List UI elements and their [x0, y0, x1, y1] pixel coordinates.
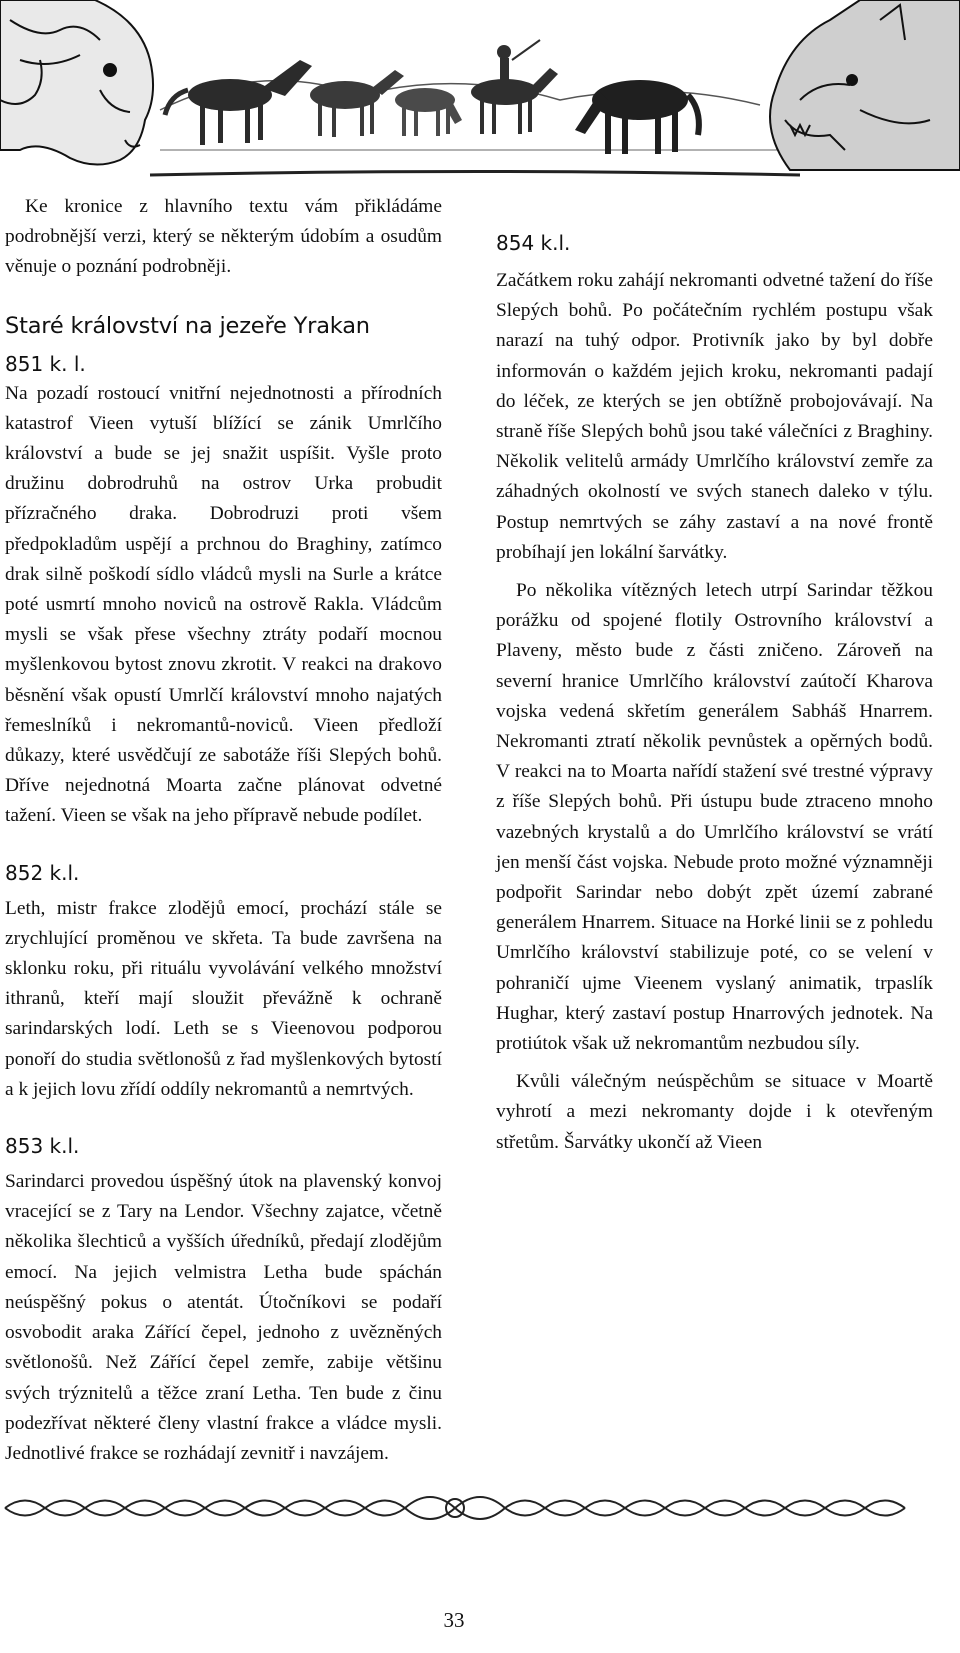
year-heading-851: 851 k. l.	[5, 351, 86, 376]
wolf-head-drawing	[770, 0, 960, 170]
year-heading-853: 853 k.l.	[5, 1134, 80, 1159]
grazing-horse-drawing	[395, 88, 462, 136]
intro-paragraph: Ke kronice z hlavního textu vám přikládáme podrobnější verzi, který se některým údobím a osudům věnuje o poznání podrobněji.	[5, 196, 442, 278]
header-illustration	[0, 0, 960, 190]
section-title: Staré království na jezeře Yrakan	[5, 312, 370, 339]
footer-ornament	[0, 1488, 960, 1528]
page-number: 33	[443, 1608, 465, 1632]
entry-852-paragraph: Leth, mistr frakce zlodějů emocí, prochází stále se zrychlující proměnou ve skřeta. Ta bude završena na sklonku roku, při rituálu vyvolávání velkého množství ithranů, kteří mají sloužit převážně k ochraně sarindarských lodí. Leth se s Vieenovou podporou ponoří do studia světlonošů z řad myšlenkových bytostí a k jejich lovu zřídí oddíly nekromantů a nemrtvých.	[5, 897, 442, 1100]
galloping-horse-drawing	[165, 60, 312, 145]
horse-head-drawing	[0, 0, 153, 165]
rider-on-horse-drawing	[471, 40, 558, 134]
entry-853-paragraph: Sarindarci provedou úspěšný útok na plavenský konvoj vracející se z Tary na Lendor. Všechny zajatce, včetně několika šlechticů a vyšších úředníků, předají zlodějům emocí. Na jejich velmistra Letha bude spáchán neúspěšný pokus o atentát. Útočníkovi se podaří osvobodit araka Zářící čepel, jednoho z uvězněných světlonošů. Než Zářící čepel zemře, zabije většinu svých trýznitelů a těžce zraní Letha. Ten bude z činu podezřívat některé členy vlastní frakce a vládce mysli. Jednotlivé frakce se rozhádají zevnitř i navzájem.	[5, 1171, 442, 1464]
entry-851-paragraph: Na pozadí rostoucí vnitřní nejednotnosti a přírodních katastrof Vieen vytuší blížící se zánik Umrlčího království a bude se jej snažit uspíšit. Vyšle proto družinu dobrodruhů na ostrov Urka probudit přízračného draka. Dobrodruzi proti všem předpokladům uspějí a prchnou do Braghiny, zatímco drak silně poškodí sídlo vládců mysli na Surle a krátce poté usmrtí mnoho noviců na ostrově Rakla. Vládcům mysli se však přese všechny ztráty podaří mocnou myšlenkovou bytost znovu zkrotit. V reakci na drakovo běsnění však opustí Umrlčí království mnoho najatých řemeslníků i nekromantů-noviců. Vieen předloží důkazy, které usvědčují ze sabotáže říši Slepých bohů. Dříve nejednotná Moarta začne plánovat odvetné tažení. Vieen se však na jeho přípravě nebude podílet.	[5, 382, 442, 827]
entry-854-paragraph-3: Kvůli válečným neúspěchům se situace v Moartě vyhrotí a mezi nekromanty dojde i k otevřeným střetům. Šarvátky ukončí až Vieen	[496, 1071, 933, 1153]
year-heading-852: 852 k.l.	[5, 860, 80, 885]
entry-854-paragraph-1: Začátkem roku zahájí nekromanti odvetné tažení do říše Slepých bohů. Po počátečním rychlém postupu však narazí na tuhý odpor. Protivník jako by byl dobře informován o každém jejich kroku, nekromanti padají do léček, ze kterých se jen obtížně probojovávají. Na straně říše Slepých bohů jsou také válečníci z Braghiny. Několik velitelů armády Umrlčího království zemře za záhadných okolností ve svých stanech daleko v týlu. Postup nemrtvých se záhy zastaví a na nové frontě probíhají jen lokální šarvátky.	[496, 270, 933, 563]
entry-854-paragraph-2: Po několika vítězných letech utrpí Sarindar těžkou porážku od spojené flotily Ostrovního království a Plaveny, město bude z části zničeno. Zároveň na severní hranice Umrlčího království zaútočí Kharova vojska vedená skřetím generálem Sabháš Hnarrem. Nekromanti ztratí několik pevnůstek a opěrných bodů. V reakci na to Moarta nařídí stažení své trestné výpravy z říše Slepých bohů. Při ústupu bude ztraceno mnoho vazebných krystalů a do Umrlčího království se vrátí jen menší část vojska. Nebude proto možné významněji podpořit Sarindar nebo dobýt zpět území zabrané generálem Hnarrem. Situace na Horké linii se z pohledu Umrlčího království stabilizuje poté, co se velení v pohraničí ujme Vieenem vyslaný animatik, trpaslík Hughar, který zastaví postup Hnarrových jednotek. Na protiútok však už nekromantům nezbudou síly.	[496, 580, 933, 1055]
year-heading-854: 854 k.l.	[496, 231, 571, 255]
right-column	[496, 192, 933, 1158]
running-horse-drawing	[310, 70, 404, 137]
grazing-horse-large-drawing	[575, 80, 699, 154]
left-column	[5, 192, 442, 1469]
